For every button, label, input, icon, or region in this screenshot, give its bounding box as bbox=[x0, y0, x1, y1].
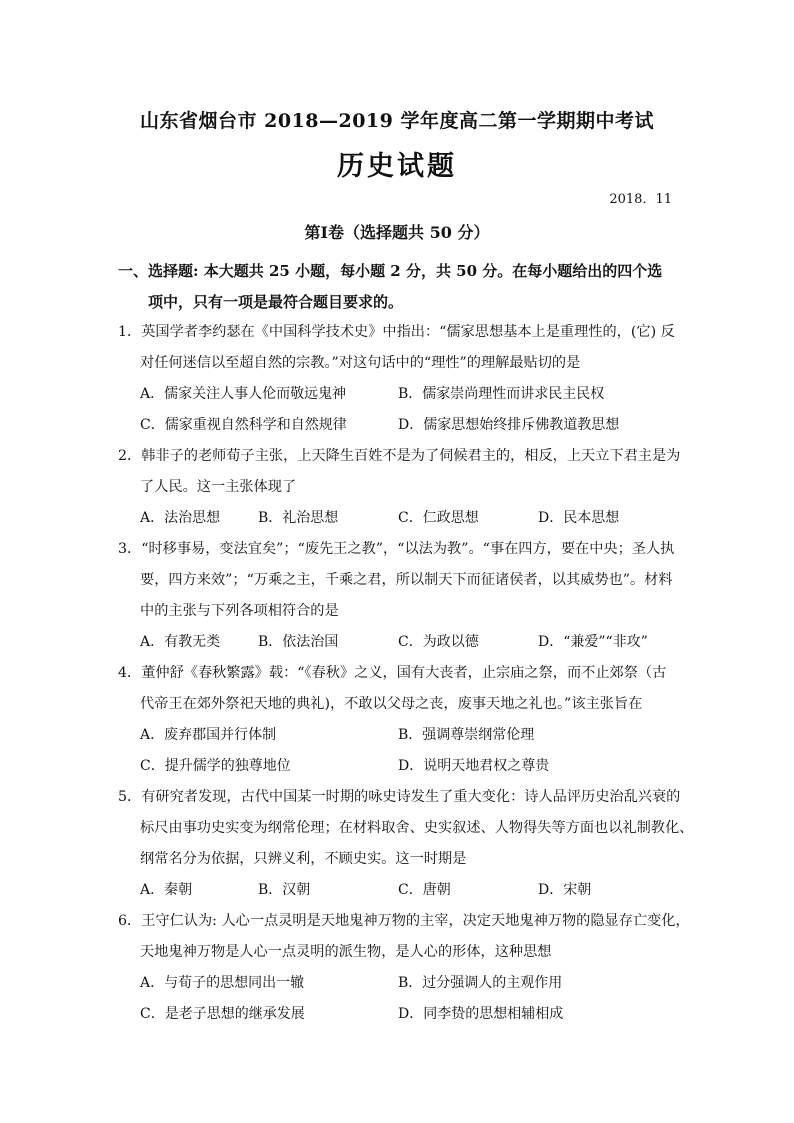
question-5-line-3: 纲常名分为依据，只辨义利，不顾史实。这一时期是 bbox=[140, 851, 467, 867]
question-1-option-a: A．儒家关注人事人伦而敬远鬼神 bbox=[140, 386, 347, 402]
question-3-option-d: D．“兼爱”“非攻” bbox=[538, 634, 648, 650]
question-1-option-c: C．儒家重视自然科学和自然规律 bbox=[140, 417, 347, 433]
exam-date: 2018．11 bbox=[609, 192, 672, 207]
question-5-option-a: A．秦朝 bbox=[140, 882, 193, 898]
question-5-line-2: 标尺由事功史实变为纲常伦理；在材料取舍、史实叙述、人物得失等方面也以礼制教化、 bbox=[140, 820, 694, 836]
section-instruction-line2: 项中，只有一项是最符合题目要求的。 bbox=[148, 293, 404, 311]
question-2-option-d: D．民本思想 bbox=[538, 510, 620, 526]
question-4-option-a: A．废弃郡国并行体制 bbox=[140, 727, 277, 743]
question-3-line-1: 3．“时移事易，变法宜矣”；“废先王之教”，“以法为教”。“事在四方，要在中央；圣人执 bbox=[118, 541, 675, 557]
question-6-option-d: D．同李贽的思想相辅相成 bbox=[398, 1006, 564, 1022]
question-3-line-3: 中的主张与下列各项相符合的是 bbox=[140, 603, 339, 619]
question-5-option-b: B．汉朝 bbox=[258, 882, 311, 898]
question-4-option-b: B．强调尊崇纲常伦理 bbox=[398, 727, 535, 743]
question-3-option-b: B．依法治国 bbox=[258, 634, 339, 650]
question-4-line-2: 代帝王在郊外祭祀天地的典礼)，不敢以父母之丧，废事天地之礼也。”该主张旨在 bbox=[140, 696, 643, 712]
question-2-line-2: 了人民。这一主张体现了 bbox=[140, 479, 297, 495]
question-1-line-1: 1．英国学者李约瑟在《中国科学技术史》中指出：“儒家思想基本上是重理性的，(它) 反 bbox=[118, 324, 675, 340]
question-6-option-c: C．是老子思想的继承发展 bbox=[140, 1006, 305, 1022]
question-5-option-c: C．唐朝 bbox=[398, 882, 451, 898]
question-1-option-b: B．儒家崇尚理性而讲求民主民权 bbox=[398, 386, 605, 402]
question-4-line-1: 4．董仲舒《春秋繁露》载：“《春秋》之义，国有大丧者，止宗庙之祭，而不止郊祭（古 bbox=[118, 665, 667, 681]
exam-title: 山东省烟台市 2018—2019 学年度高二第一学期期中考试 bbox=[140, 110, 654, 132]
section-title: 第Ⅰ卷（选择题共 50 分） bbox=[304, 223, 490, 242]
question-1-line-2: 对任何迷信以至超自然的宗教。”对这句话中的“理性”的理解最贴切的是 bbox=[140, 355, 581, 371]
question-6-line-1: 6．王守仁认为: 人心一点灵明是天地鬼神万物的主宰，决定天地鬼神万物的隐显存亡变化， bbox=[118, 913, 690, 929]
question-6-line-2: 天地鬼神万物是人心一点灵明的派生物，是人心的形体，这种思想 bbox=[140, 944, 552, 960]
subject-title: 历史试题 bbox=[337, 151, 457, 182]
section-instruction-line1: 一、选择题: 本大题共 25 小题，每小题 2 分，共 50 分。在每小题给出的四个选 bbox=[118, 262, 663, 280]
question-5-line-1: 5．有研究者发现，古代中国某一时期的咏史诗发生了重大变化：诗人品评历史治乱兴衰的 bbox=[118, 789, 681, 805]
question-3-line-2: 要，四方来效”；“万乘之主，千乘之君，所以制天下而征诸侯者，以其威势也”。材料 bbox=[140, 572, 673, 588]
question-3-option-c: C．为政以德 bbox=[398, 634, 479, 650]
question-5-option-d: D．宋朝 bbox=[538, 882, 592, 898]
question-2-option-a: A．法治思想 bbox=[140, 510, 221, 526]
question-2-option-c: C．仁政思想 bbox=[398, 510, 479, 526]
question-4-option-d: D．说明天地君权之尊贵 bbox=[398, 758, 550, 774]
question-4-option-c: C．提升儒学的独尊地位 bbox=[140, 758, 291, 774]
question-1-option-d: D．儒家思想始终排斥佛教道教思想 bbox=[398, 417, 620, 433]
question-2-option-b: B．礼治思想 bbox=[258, 510, 339, 526]
question-6-option-b: B．过分强调人的主观作用 bbox=[398, 975, 563, 991]
question-2-line-1: 2．韩非子的老师荀子主张，上天降生百姓不是为了伺候君主的，相反，上天立下君主是为 bbox=[118, 448, 681, 464]
question-6-option-a: A．与荀子的思想同出一辙 bbox=[140, 975, 305, 991]
question-3-option-a: A．有教无类 bbox=[140, 634, 221, 650]
